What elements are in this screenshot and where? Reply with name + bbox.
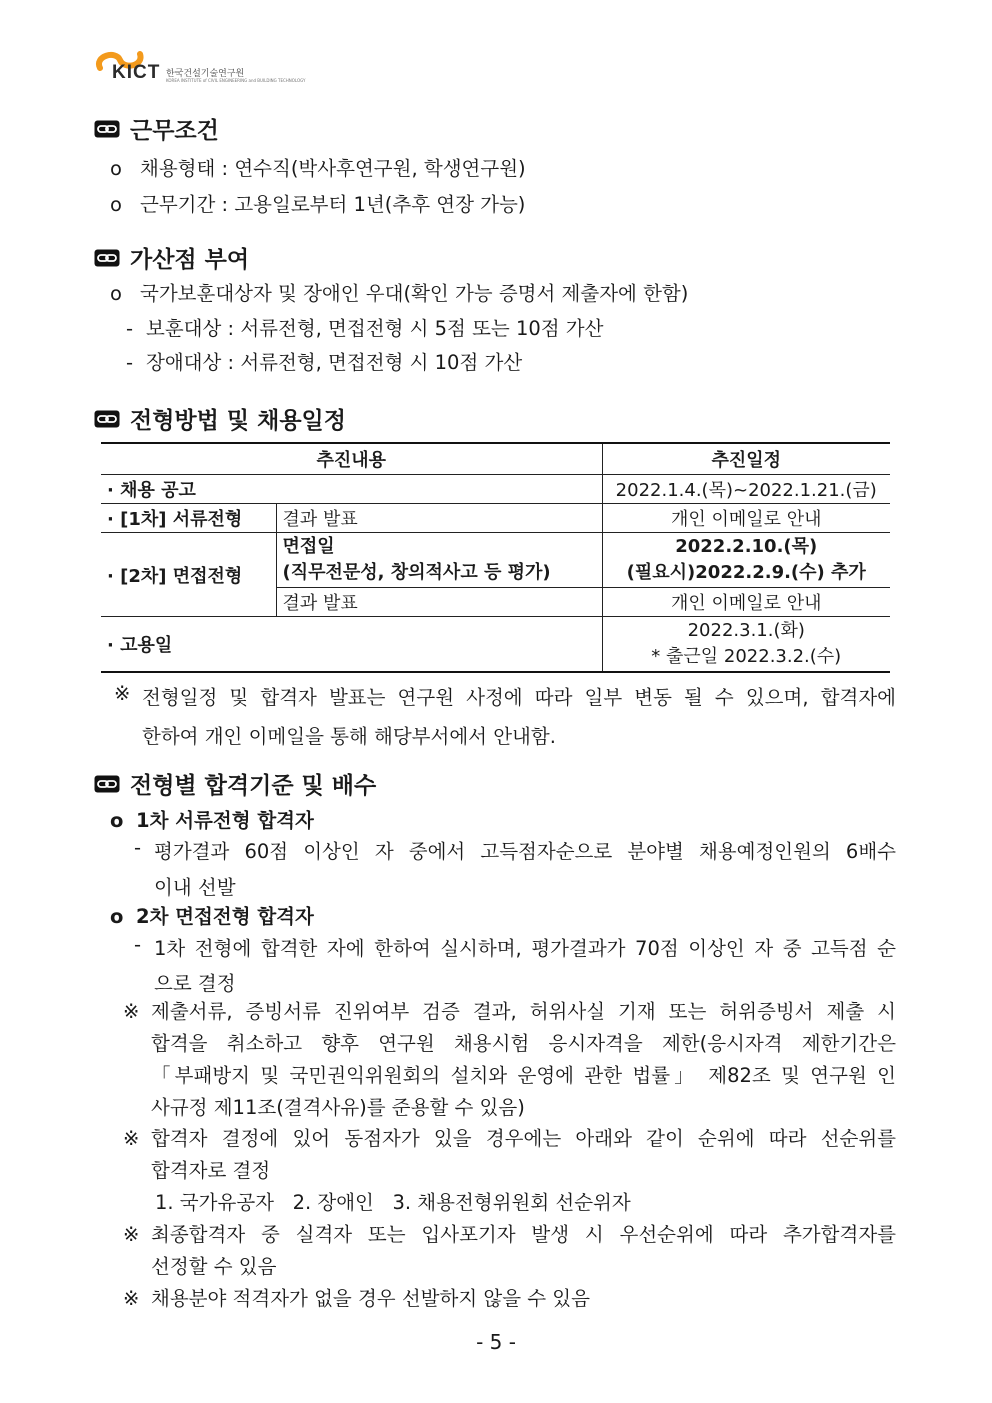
page-number: - 5 - bbox=[476, 1330, 516, 1354]
table-header-row bbox=[101, 443, 890, 475]
note-verification: ※ 제출서류, 증빙서류 진위여부 검증 결과, 허위사실 기재 또는 허위증빙서 제출 시 합격을 취소하고 향후 연구원 채용시험 응시자격을 제한(응시자격 제한기간은 「부패방지 및 국민권익위원회의 설치와 운영에 관한 법률」 제82조 및 연구원 인 사규정 제11조(결격사유)를 준용할 수 있음) bbox=[123, 1000, 896, 1119]
section-title: 근무조건 bbox=[130, 118, 219, 144]
table-row bbox=[101, 475, 890, 504]
logo-subtitle-en: KOREA INSTITUTE of CIVIL ENGINEERING and BUILDING TECHNOLOGY bbox=[166, 78, 306, 83]
note-no-selection: ※ 채용분야 적격자가 없을 경우 선발하지 않을 수 있음 bbox=[123, 1287, 590, 1310]
kict-logo bbox=[94, 46, 306, 86]
section-heading-work-conditions bbox=[94, 112, 219, 145]
row-sub: 결과 발표 bbox=[276, 588, 602, 617]
row-date: 개인 이메일로 안내 bbox=[602, 588, 890, 617]
first-stage-detail: - 평가결과 60점 이상인 자 중에서 고득점자순으로 분야별 채용예정인원의 6배수 이내 선발 bbox=[134, 836, 896, 899]
list-item: o 채용형태 : 연수직(박사후연구원, 학생연구원) bbox=[110, 157, 526, 180]
section-title: 전형방법 및 채용일정 bbox=[130, 408, 346, 434]
row-date: 2022.2.10.(목) (필요시)2022.2.9.(수) 추가 bbox=[602, 533, 890, 588]
first-stage-title: o 1차 서류전형 합격자 bbox=[110, 809, 314, 832]
row-label: · [2차] 면접전형 bbox=[101, 533, 276, 617]
link-icon bbox=[94, 249, 120, 267]
header-date: 추진일정 bbox=[602, 443, 890, 475]
table-row bbox=[101, 533, 890, 588]
section-title: 전형별 합격기준 및 배수 bbox=[130, 773, 377, 799]
row-label: · 채용 공고 bbox=[101, 475, 602, 504]
list-item: o 근무기간 : 고용일로부터 1년(추후 연장 가능) bbox=[110, 193, 526, 216]
link-icon bbox=[94, 410, 120, 428]
row-sub: 면접일 (직무전문성, 창의적사고 등 평가) bbox=[276, 533, 602, 588]
schedule-note: ※ 전형일정 및 합격자 발표는 연구원 사정에 따라 일부 변동 될 수 있으며, 합격자에 한하여 개인 이메일을 통해 해당부서에서 안내함. bbox=[114, 682, 896, 748]
sub-list-item: - 장애대상 : 서류전형, 면접전형 시 10점 가산 bbox=[126, 351, 523, 374]
logo-text: KICT bbox=[112, 62, 161, 83]
table-row bbox=[101, 504, 890, 533]
note-tie-break: ※ 합격자 결정에 있어 동점자가 있을 경우에는 아래와 같이 순위에 따라 선순위를 합격자로 결정 1. 국가유공자 2. 장애인 3. 채용전형위원회 선순위자 bbox=[123, 1127, 896, 1214]
row-date: 2022.1.4.(목)~2022.1.21.(금) bbox=[602, 475, 890, 504]
list-item: o 국가보훈대상자 및 장애인 우대(확인 가능 증명서 제출자에 한함) bbox=[110, 282, 689, 305]
second-stage-title: o 2차 면접전형 합격자 bbox=[110, 905, 314, 928]
section-title: 가산점 부여 bbox=[130, 247, 250, 273]
link-icon bbox=[94, 775, 120, 793]
section-heading-pass-criteria bbox=[94, 767, 376, 800]
logo-subtitle: 한국건설기술연구원 bbox=[166, 69, 245, 79]
section-heading-selection-schedule bbox=[94, 402, 346, 435]
table-row bbox=[101, 617, 890, 673]
row-label: · 고용일 bbox=[101, 617, 602, 673]
sub-list-item: - 보훈대상 : 서류전형, 면접전형 시 5점 또는 10점 가산 bbox=[126, 317, 604, 340]
row-sub: 결과 발표 bbox=[276, 504, 602, 533]
header-content: 추진내용 bbox=[101, 443, 602, 475]
second-stage-detail: - 1차 전형에 합격한 자에 한하여 실시하며, 평가결과가 70점 이상인 자 중 고득점 순 으로 결정 bbox=[134, 933, 896, 995]
link-icon bbox=[94, 120, 120, 138]
row-label: · [1차] 서류전형 bbox=[101, 504, 276, 533]
row-date: 2022.3.1.(화) * 출근일 2022.3.2.(수) bbox=[602, 617, 890, 673]
row-date: 개인 이메일로 안내 bbox=[602, 504, 890, 533]
schedule-table bbox=[101, 442, 890, 673]
note-additional-pass: ※ 최종합격자 중 실격자 또는 입사포기자 발생 시 우선순위에 따라 추가합격자를 선정할 수 있음 bbox=[123, 1223, 896, 1278]
section-heading-bonus-points bbox=[94, 241, 249, 274]
